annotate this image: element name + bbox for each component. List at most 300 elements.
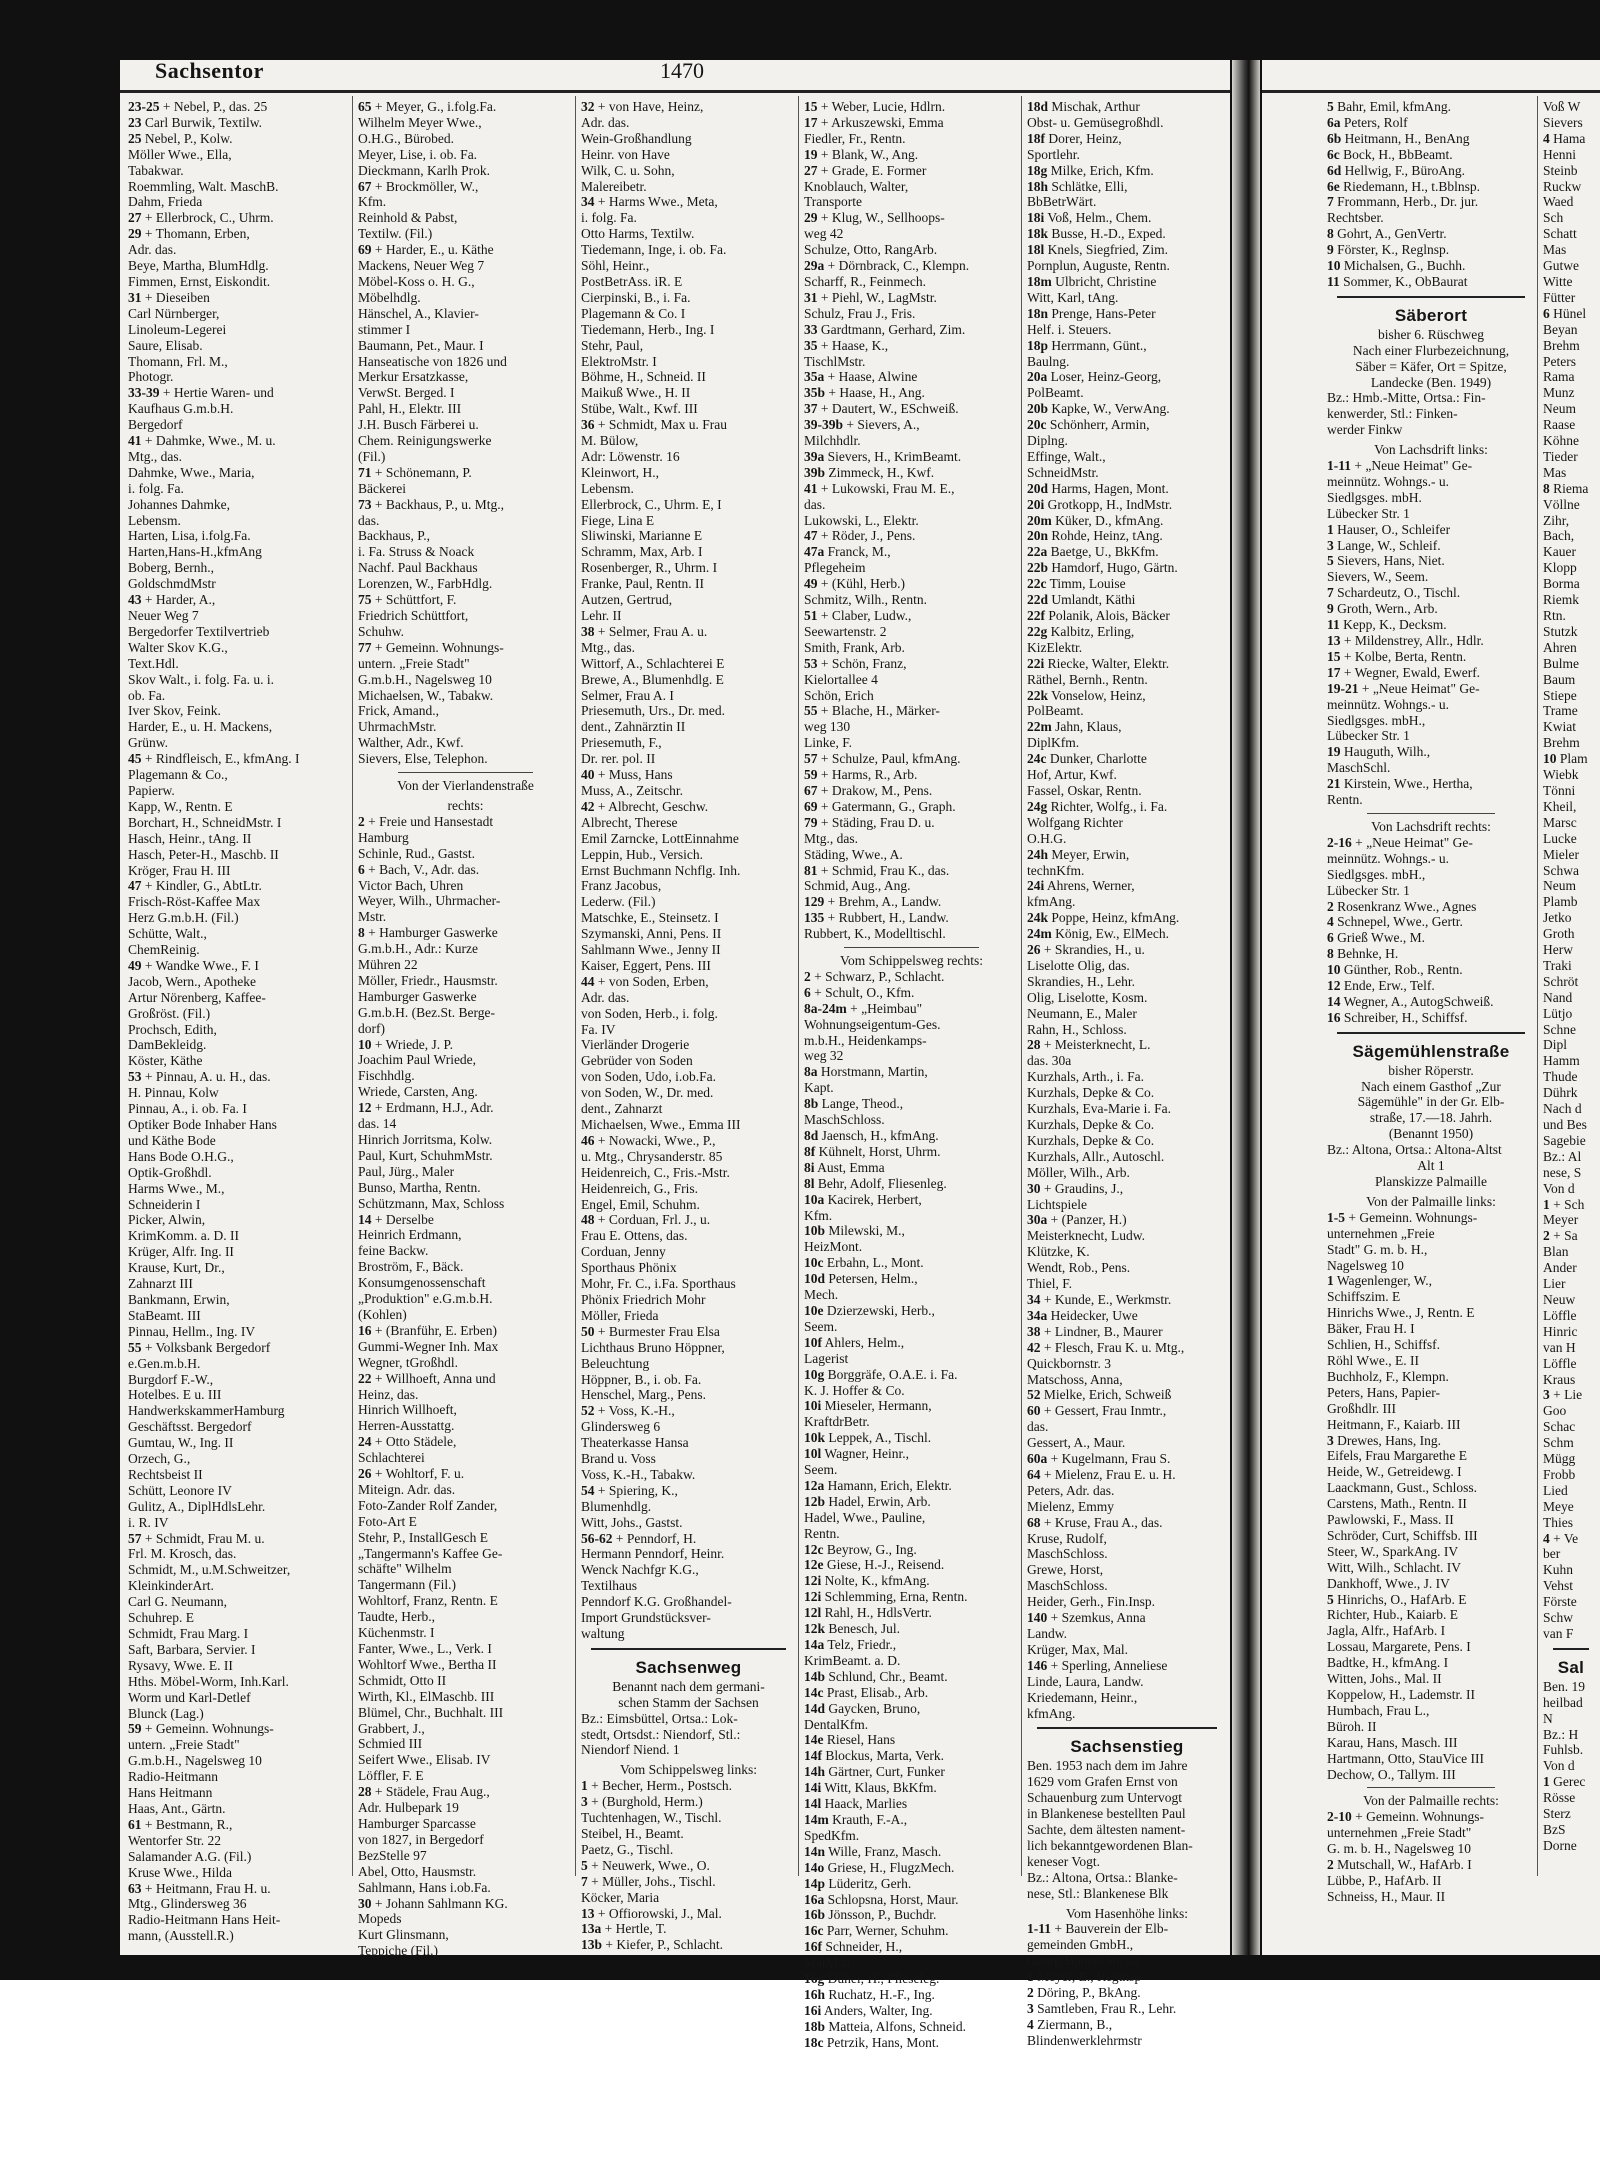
directory-entry: [581, 1372, 796, 1388]
directory-entry: [128, 1912, 350, 1928]
directory-entry: [581, 672, 796, 688]
directory-entry: [1327, 883, 1535, 899]
entry-text: Köhne: [1543, 433, 1579, 449]
house-number: 64: [1027, 1466, 1041, 1482]
entry-text: DamBekleidg.: [128, 1037, 207, 1053]
entry-text: Wendt, Rob., Pens.: [1027, 1260, 1131, 1276]
entry-text: dorf): [358, 1020, 385, 1036]
entry-text: Rechtsber.: [1327, 210, 1384, 226]
house-number: 8: [1543, 480, 1550, 496]
entry-text: Hellwig, F., BüroAng.: [1344, 162, 1466, 178]
house-number: 2: [1027, 1985, 1034, 2001]
entry-text: + Harder, A.,: [144, 592, 216, 608]
house-number: 10: [1327, 258, 1341, 274]
directory-entry: [358, 99, 573, 115]
house-number: 10b: [804, 1223, 826, 1239]
entry-text: Heidenreich, C., Fris.-Mstr.: [581, 1164, 730, 1180]
directory-entry: [1543, 497, 1599, 513]
entry-text: Brand u. Voss: [581, 1451, 656, 1467]
entry-text: Hasch, Peter-H., Maschb. II: [128, 846, 279, 862]
entry-text: Dorer, Heinz,: [1048, 130, 1122, 146]
entry-text: Mas: [1543, 242, 1567, 258]
directory-entry: [1327, 697, 1535, 713]
house-number: 8f: [804, 1143, 816, 1159]
directory-entry: [804, 274, 1019, 290]
house-number: 31: [804, 289, 818, 305]
entry-text: + Haase, Alwine: [827, 369, 918, 385]
entry-text: Schütt, Leonore IV: [128, 1482, 232, 1498]
directory-entry: [1543, 1727, 1599, 1743]
house-number: 32: [581, 99, 595, 114]
entry-text: + Dörnbrack, C., Klempn.: [827, 258, 970, 274]
entry-text: Raase: [1543, 417, 1576, 433]
directory-entry: [1543, 242, 1599, 258]
entry-text: Voß, Helm., Chem.: [1047, 210, 1152, 226]
directory-entry: [581, 958, 796, 974]
entry-text: Traki: [1543, 957, 1572, 973]
entry-text: Kwiat: [1543, 719, 1576, 735]
entry-text: Grieß Wwe., M.: [1337, 930, 1425, 946]
directory-entry: [581, 608, 796, 624]
directory-entry: [358, 497, 573, 513]
directory-entry: [804, 1637, 1019, 1653]
directory-entry: [804, 1860, 1019, 1876]
entry-text: Mas: [1543, 464, 1567, 480]
house-number: 19: [804, 146, 818, 162]
entry-text: Böhme, H., Schneid. II: [581, 369, 706, 385]
directory-entry: [1027, 1515, 1227, 1531]
directory-entry: [1543, 958, 1599, 974]
directory-entry: [128, 1896, 350, 1912]
directory-entry: [358, 1132, 573, 1148]
directory-entry: [1543, 1499, 1599, 1515]
directory-entry: [128, 1419, 350, 1435]
entry-text: Gaycken, Bruno,: [828, 1700, 921, 1716]
entry-text: Mtg., das.: [804, 830, 858, 846]
directory-entry: [804, 910, 1019, 926]
entry-text: + Schwarz, P., Schlacht.: [814, 968, 945, 984]
entry-text: Pornplun, Auguste, Rentn.: [1027, 258, 1170, 274]
section-rule: [1337, 1032, 1525, 1034]
entry-text: Hamburger Sparcasse: [358, 1815, 476, 1831]
directory-entry: [358, 1466, 573, 1482]
entry-text: SpedKfm.: [804, 1827, 860, 1843]
directory-entry: [358, 1339, 573, 1355]
directory-entry: [1543, 544, 1599, 560]
entry-text: + Schmidt, Frau M. u.: [144, 1530, 265, 1546]
entry-text: Rysavy, Wwe. E. II: [128, 1657, 233, 1673]
entry-text: Worm und Karl-Detlef: [128, 1689, 251, 1705]
directory-entry: [128, 1037, 350, 1053]
directory-entry: [804, 985, 1019, 1001]
entry-text: Möller, Friedr., Hausmstr.: [358, 972, 498, 988]
directory-entry: [128, 624, 350, 640]
directory-entry: [358, 751, 573, 767]
directory-entry: [1543, 1742, 1599, 1758]
directory-entry: [1027, 990, 1227, 1006]
entry-text: Thies: [1543, 1514, 1573, 1530]
directory-entry: [128, 1785, 350, 1801]
entry-text: 1629 vom Grafen Ernst von: [1027, 1774, 1178, 1790]
directory-entry: [358, 846, 573, 862]
street-note: Alt 1: [1417, 1158, 1445, 1174]
entry-text: Eifels, Frau Margarethe E: [1327, 1448, 1467, 1464]
directory-entry: [358, 656, 573, 672]
directory-entry: [128, 592, 350, 608]
entry-text: Prenge, Hans-Peter: [1051, 305, 1156, 321]
street-note: bisher 6. Rüschweg: [1377, 326, 1485, 342]
house-number: 8b: [804, 1096, 819, 1112]
directory-entry: [128, 1276, 350, 1292]
entry-text: Landw.: [1027, 1626, 1067, 1641]
directory-entry: [1027, 863, 1227, 879]
directory-entry: [1543, 401, 1599, 417]
entry-text: ElektroMstr. I: [581, 353, 657, 369]
entry-text: + Sa: [1553, 1228, 1578, 1244]
house-number: 55: [804, 703, 818, 719]
directory-entry: [128, 847, 350, 863]
entry-text: Aust, Emma: [817, 1159, 885, 1175]
entry-text: Pinnau, A., i. ob. Fa. I: [128, 1101, 247, 1117]
entry-text: Parr, Werner, Schuhm.: [826, 1923, 949, 1939]
directory-entry: [1543, 1101, 1599, 1117]
directory-entry: [128, 560, 350, 576]
entry-text: ChemReinig.: [128, 942, 200, 958]
directory-entry: [581, 1165, 796, 1181]
directory-entry: [1543, 1197, 1599, 1213]
directory-entry: [128, 990, 350, 1006]
house-number: 14c: [804, 1684, 824, 1700]
entry-text: N: [1543, 1710, 1553, 1726]
entry-text: Kauer: [1543, 544, 1576, 560]
directory-entry: [358, 513, 573, 529]
direction-subhead: Von der Vierlandenstraße: [397, 778, 534, 794]
directory-entry: [581, 528, 796, 544]
directory-entry: [581, 926, 796, 942]
entry-text: Vierländer Drogerie: [581, 1037, 690, 1053]
directory-entry: [1027, 1854, 1227, 1870]
entry-text: Großhdlr. III: [1327, 1400, 1396, 1416]
directory-entry: [1327, 744, 1535, 760]
entry-text: Ahren: [1543, 639, 1577, 655]
entry-text: Nachf. Paul Backhaus: [358, 560, 478, 576]
house-number: 21: [1327, 776, 1341, 792]
directory-entry: [581, 163, 796, 179]
street-note: Säber = Käfer, Ort = Spitze,: [1355, 358, 1507, 374]
directory-entry: [804, 1255, 1019, 1271]
entry-text: Iver Skov, Feink.: [128, 703, 221, 719]
entry-text: Glindersweg 6: [581, 1419, 661, 1435]
directory-column-1: [128, 99, 350, 1944]
entry-text: DiplKfm.: [1027, 735, 1080, 751]
house-number: 1-5: [1327, 1209, 1345, 1225]
house-number: 1: [1027, 1969, 1034, 1985]
directory-entry: [128, 1483, 350, 1499]
directory-entry: [358, 925, 573, 941]
entry-text: + Schult, O., Kfm.: [814, 984, 915, 1000]
directory-entry: [1327, 1528, 1535, 1544]
direction-subhead: Von Lachsdrift rechts:: [1371, 818, 1491, 834]
directory-entry: [804, 1208, 1019, 1224]
directory-entry: [1543, 1340, 1599, 1356]
directory-entry: [128, 608, 350, 624]
directory-entry: [128, 1881, 350, 1897]
directory-entry: [804, 194, 1019, 210]
directory-entry: [358, 417, 573, 433]
directory-entry: [1327, 1448, 1535, 1464]
entry-text: + Haase, K.,: [820, 337, 889, 353]
entry-text: heilbad: [1543, 1694, 1583, 1710]
directory-entry: [581, 1483, 796, 1499]
entry-text: Meyer: [1543, 1212, 1579, 1228]
entry-text: Mackens, Neuer Weg 7: [358, 258, 485, 274]
directory-entry: [804, 1176, 1019, 1192]
house-number: 22: [358, 1370, 372, 1386]
directory-entry: [1027, 226, 1227, 242]
directory-entry: [804, 894, 1019, 910]
column-rule: [352, 96, 353, 1876]
directory-entry: [581, 1578, 796, 1594]
directory-entry: [581, 767, 796, 783]
directory-entry: [1543, 1578, 1599, 1594]
directory-entry: [1543, 1435, 1599, 1451]
entry-text: Pflegeheim: [804, 560, 866, 576]
directory-entry: [1027, 2017, 1227, 2033]
entry-text: Mopeds: [358, 1911, 402, 1927]
entry-text: Matschke, E., Steinsetz. I: [581, 910, 719, 926]
entry-text: Jetko: [1543, 910, 1572, 926]
house-number: 18p: [1027, 337, 1049, 353]
house-number: 61: [128, 1816, 142, 1832]
directory-entry: [1327, 538, 1535, 554]
entry-text: Dahmke, Wwe., Maria,: [128, 464, 255, 480]
directory-entry: [128, 385, 350, 401]
directory-entry: [804, 210, 1019, 226]
house-number: 28: [358, 1784, 372, 1800]
directory-entry: [1027, 560, 1227, 576]
directory-entry: [358, 369, 573, 385]
house-number: 63: [128, 1880, 142, 1896]
house-number: 35a: [804, 369, 825, 385]
entry-text: Frobb: [1543, 1466, 1576, 1482]
directory-entry: [1027, 815, 1227, 831]
house-number: 39a: [804, 448, 825, 464]
directory-entry: [128, 322, 350, 338]
directory-entry: [581, 544, 796, 560]
entry-text: Tönni: [1543, 782, 1576, 798]
entry-text: Kapp, W., Rentn. E: [128, 798, 233, 814]
entry-text: Kapke, W., VerwAng.: [1051, 401, 1170, 417]
directory-entry: [358, 1005, 573, 1021]
entry-text: Rosenkranz Wwe., Agnes: [1337, 898, 1477, 914]
directory-entry: [128, 1737, 350, 1753]
directory-entry: [358, 1705, 573, 1721]
directory-entry: [1543, 1483, 1599, 1499]
entry-text: Blunck (Lag.): [128, 1705, 204, 1721]
house-number: 5: [1327, 1591, 1334, 1607]
directory-entry: [804, 465, 1019, 481]
house-number: 10d: [804, 1271, 826, 1287]
entry-text: Zihr,: [1543, 512, 1570, 528]
entry-text: Haas, Ant., Gärtn.: [128, 1800, 226, 1816]
house-number: 19: [1327, 744, 1341, 760]
directory-entry: [1327, 1889, 1535, 1905]
entry-text: Carl Burwik, Textilw.: [144, 114, 263, 130]
house-number: 13b: [581, 1937, 603, 1953]
entry-text: + Sch: [1553, 1196, 1585, 1212]
directory-entry: [1327, 179, 1535, 195]
entry-text: + Klug, W., Sellhoops-: [820, 210, 945, 226]
directory-entry: [358, 703, 573, 719]
directory-entry: [1543, 417, 1599, 433]
section-rule: [1553, 1648, 1589, 1650]
entry-text: Olig, Liselotte, Kosm.: [1027, 989, 1148, 1005]
directory-entry: [581, 1276, 796, 1292]
directory-entry: [804, 1462, 1019, 1478]
directory-entry: [1543, 1212, 1599, 1228]
house-number: 44: [581, 973, 595, 989]
direction-subhead: Vom Schippelsweg rechts:: [840, 953, 983, 969]
entry-text: Löffle: [1543, 1355, 1577, 1371]
directory-entry: [804, 1844, 1019, 1860]
directory-entry: [128, 465, 350, 481]
directory-entry: [1027, 1037, 1227, 1053]
directory-entry: [358, 1816, 573, 1832]
directory-entry: [1327, 978, 1535, 994]
directory-entry: [581, 1053, 796, 1069]
entry-text: TischlMstr.: [804, 353, 866, 369]
directory-column-4: [804, 99, 1019, 2051]
directory-entry: [128, 1022, 350, 1038]
directory-entry: [581, 513, 796, 529]
directory-entry: [128, 1340, 350, 1356]
directory-entry: [1327, 665, 1535, 681]
directory-entry: [1543, 1165, 1599, 1181]
house-number: 69: [804, 798, 818, 814]
entry-text: + Röder, J., Pens.: [820, 528, 916, 544]
directory-entry: [1027, 1356, 1227, 1372]
entry-text: + Heitmann, Frau H. u.: [144, 1880, 271, 1896]
directory-entry: [128, 1531, 350, 1547]
entry-text: Kraus: [1543, 1371, 1576, 1387]
direction-subhead: Von der Palmaille links:: [1366, 1193, 1496, 1209]
entry-text: Dipl: [1543, 1037, 1568, 1053]
entry-text: Seifert Wwe., Elisab. IV: [358, 1752, 491, 1768]
entry-text: Förster, K., Reglnsp.: [1337, 242, 1450, 258]
entry-text: Walter Skov K.G.,: [128, 639, 228, 655]
directory-entry: [1327, 1305, 1535, 1321]
directory-entry: [581, 576, 796, 592]
entry-text: Thiel, F.: [1027, 1276, 1073, 1292]
entry-text: von Soden, Udo, i.ob.Fa.: [581, 1069, 716, 1085]
directory-entry: [581, 1085, 796, 1101]
directory-entry: [804, 528, 1019, 544]
directory-entry: [358, 1402, 573, 1418]
entry-text: Emil Zarncke, LottEinnahme: [581, 830, 739, 846]
entry-text: Taudte, Herb.,: [358, 1609, 436, 1625]
directory-entry: [804, 258, 1019, 274]
entry-text: Kirstein, Wwe., Hertha,: [1343, 776, 1473, 792]
directory-entry: [804, 815, 1019, 831]
directory-entry: [804, 1192, 1019, 1208]
directory-entry: [581, 1133, 796, 1149]
entry-text: Kfm.: [804, 1207, 833, 1223]
entry-text: Beleuchtung: [581, 1355, 650, 1371]
entry-text: + Schüttfort, F.: [374, 592, 457, 608]
entry-text: Koppelow, H., Lademstr. II: [1327, 1687, 1475, 1702]
entry-text: Autzen, Gertrud,: [581, 592, 673, 608]
entry-text: Sagebie: [1543, 1132, 1586, 1148]
entry-text: Sahlmann Wwe., Jenny II: [581, 942, 721, 958]
directory-entry: [128, 1356, 350, 1372]
house-number: 24c: [1027, 751, 1047, 767]
directory-entry: [1027, 1069, 1227, 1085]
directory-entry: [581, 1308, 796, 1324]
directory-entry: [1327, 1639, 1535, 1655]
directory-entry: [1327, 1719, 1535, 1735]
entry-text: Mielke, Erich, Schweiß: [1043, 1387, 1172, 1403]
house-number: 1: [581, 1778, 588, 1794]
directory-entry: [1327, 1873, 1535, 1889]
house-number: 4: [1543, 130, 1550, 146]
entry-text: + Harms Wwe., Meta,: [597, 194, 718, 210]
entry-text: Nagelsweg 10: [1327, 1257, 1404, 1273]
directory-entry: [804, 1589, 1019, 1605]
directory-entry: [358, 274, 573, 290]
entry-text: untern. „Freie Stadt": [358, 655, 470, 671]
entry-text: + Drakow, M., Pens.: [820, 782, 933, 798]
entry-text: Milewski, M.,: [828, 1223, 905, 1239]
house-number: 14n: [804, 1843, 826, 1859]
directory-entry: [1027, 1690, 1227, 1706]
entry-text: Heide, W., Getreidewg. I: [1327, 1464, 1462, 1480]
entry-text: Lehr. II: [581, 608, 622, 623]
entry-text: Kalbitz, Erling,: [1050, 623, 1135, 639]
entry-text: + Gessert, Frau Inmtr.,: [1043, 1403, 1167, 1419]
directory-entry: [581, 1181, 796, 1197]
house-number: 57: [128, 1530, 142, 1546]
entry-text: Lichtspiele: [1027, 1196, 1087, 1212]
house-number: 8a: [804, 1064, 818, 1080]
entry-text: Orzech, G.,: [128, 1451, 191, 1467]
directory-entry: [581, 1937, 796, 1953]
directory-entry: [1027, 592, 1227, 608]
directory-entry: [1543, 592, 1599, 608]
directory-entry: [804, 1160, 1019, 1176]
entry-text: Malereibetr.: [581, 178, 647, 194]
directory-entry: [804, 608, 1019, 624]
entry-text: Merkur Ersatzkasse,: [358, 369, 469, 385]
directory-entry: [128, 1499, 350, 1515]
house-number: 12l: [804, 1605, 822, 1621]
directory-entry: [1027, 1658, 1227, 1674]
entry-text: Sievers: [1543, 114, 1583, 130]
directory-entry: [581, 624, 796, 640]
entry-text: Milke, Erich, Kfm.: [1050, 162, 1154, 178]
entry-text: Nach d: [1543, 1101, 1582, 1117]
entry-text: Papierw.: [128, 782, 175, 798]
entry-text: Witt, Karl, tAng.: [1027, 289, 1119, 305]
entry-text: + Rubbert, H., Landw.: [827, 910, 949, 926]
directory-entry: [1027, 767, 1227, 783]
directory-entry: [804, 1828, 1019, 1844]
directory-entry: [358, 1498, 573, 1514]
directory-entry: [1027, 1053, 1227, 1069]
entry-text: Schinle, Rud., Gastst.: [358, 845, 475, 861]
entry-text: + (Panzer, H.): [1050, 1212, 1127, 1228]
directory-entry: [1027, 179, 1227, 195]
entry-text: Bz.: Altona, Ortsa.: Blanke-: [1027, 1869, 1178, 1885]
